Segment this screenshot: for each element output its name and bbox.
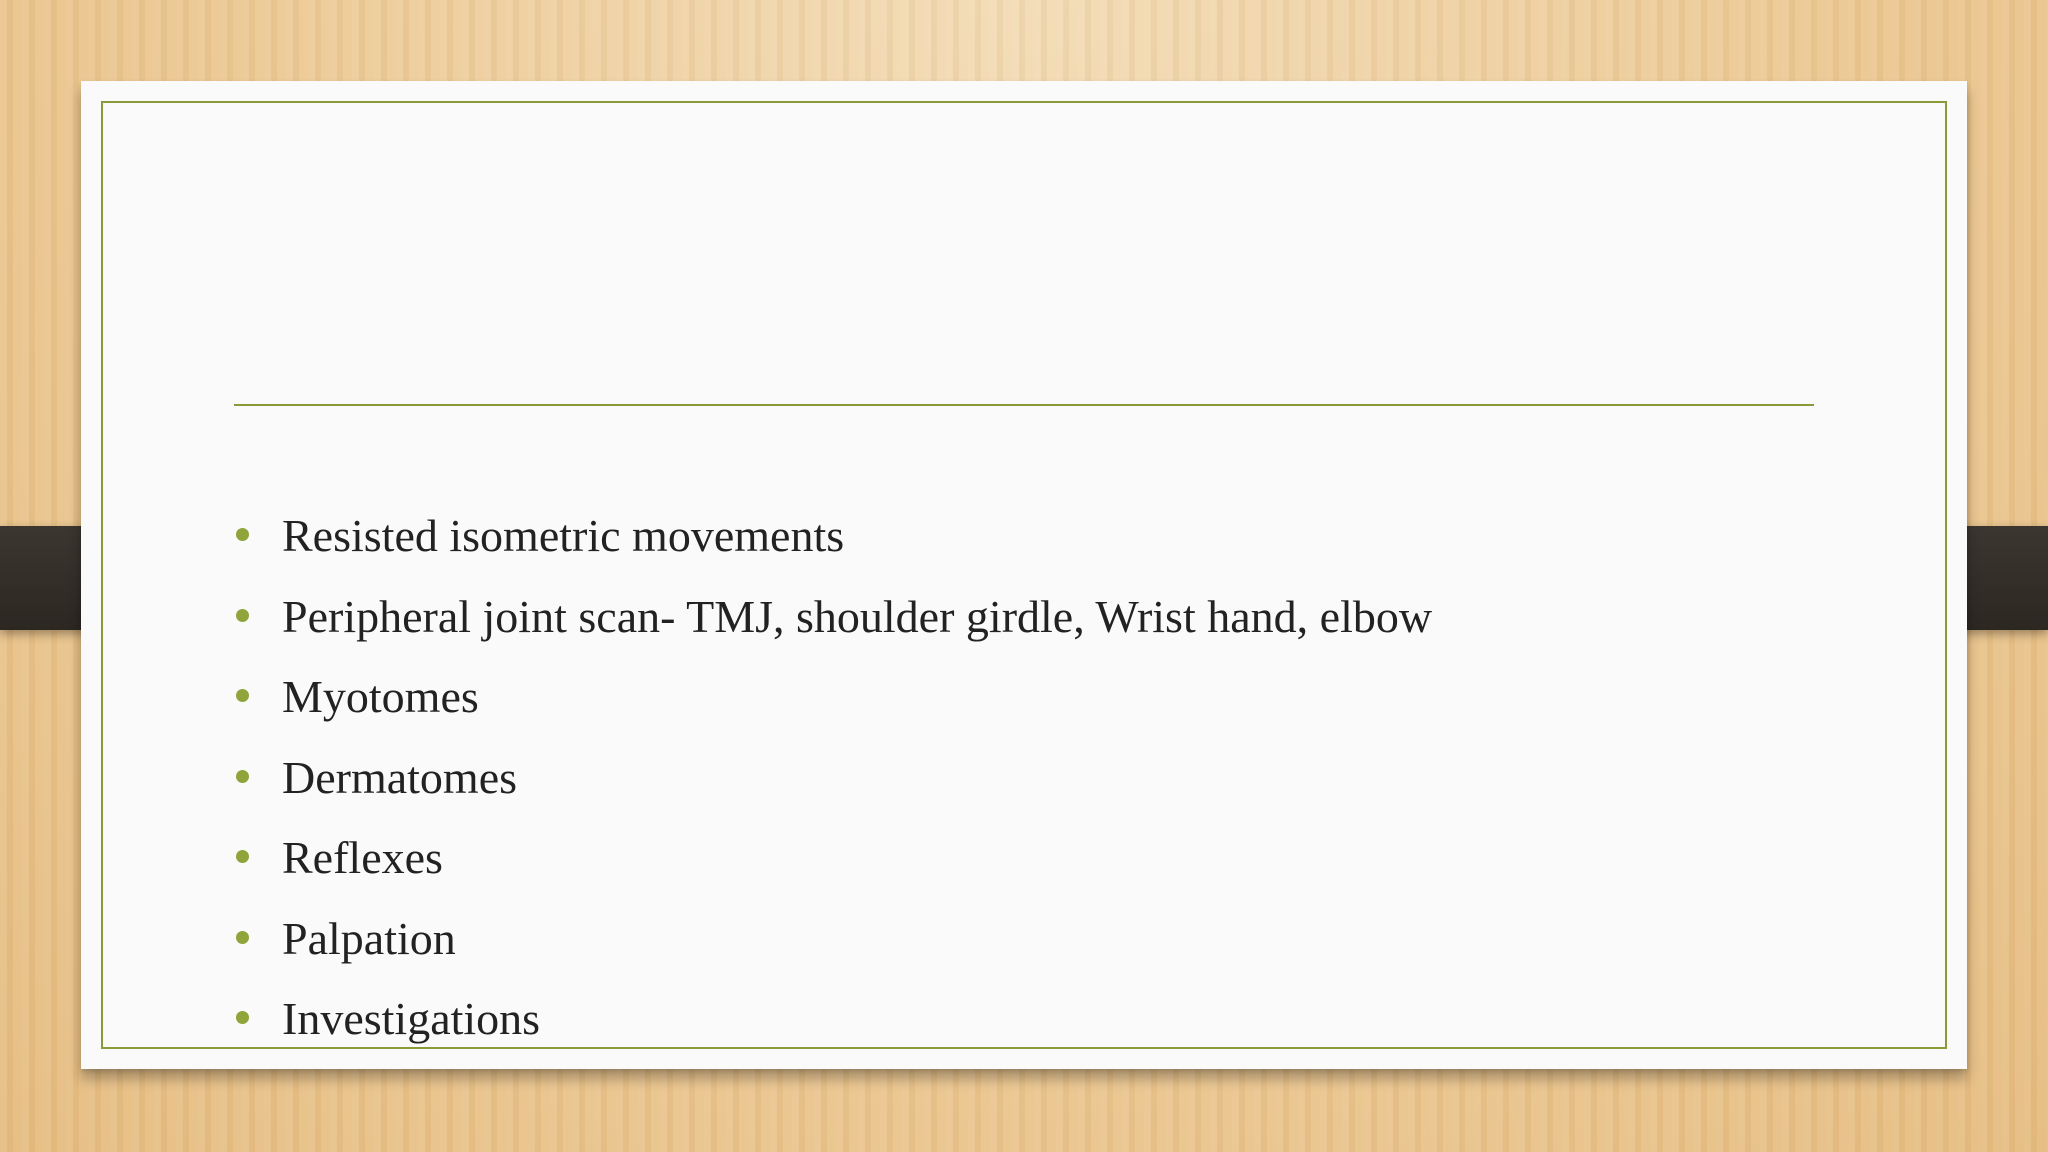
title-underline (234, 404, 1814, 406)
list-item (234, 899, 1432, 980)
slide-paper (81, 81, 1967, 1069)
bullet-dot-icon (236, 931, 249, 944)
bullet-text: Myotomes (282, 671, 479, 722)
bullet-text: Dermatomes (282, 751, 518, 803)
bullet-dot-icon (236, 850, 249, 863)
bullet-dot-icon (236, 528, 249, 541)
bullet-text: Resisted isometric movements (282, 510, 845, 561)
bullet-text: Palpation (282, 912, 456, 964)
bullet-dot-icon (236, 609, 249, 622)
bullet-dot-icon (236, 1011, 249, 1024)
bullet-dot-icon (236, 689, 249, 702)
list-item (234, 496, 1432, 577)
bullet-text: Peripheral joint scan- TMJ, shoulder girdle, Wrist hand, elbow (282, 590, 1433, 642)
list-item (234, 657, 1432, 738)
bullet-list (234, 496, 1432, 1060)
list-item (234, 818, 1432, 899)
bullet-dot-icon (236, 770, 249, 783)
bullet-text: Investigations (282, 993, 541, 1044)
list-item (234, 738, 1432, 819)
bullet-text: Reflexes (282, 832, 443, 883)
list-item (234, 979, 1432, 1060)
list-item (234, 577, 1432, 658)
